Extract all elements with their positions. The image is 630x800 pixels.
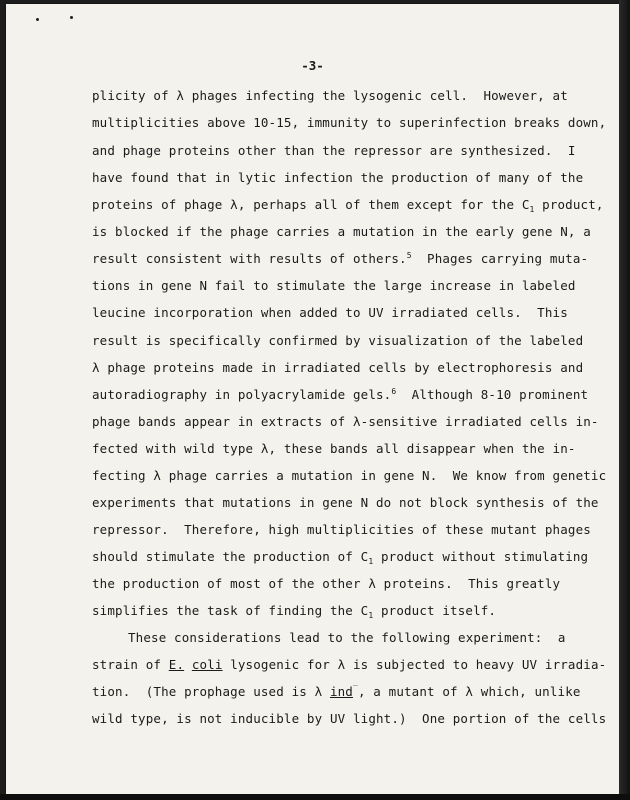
underlined-term: E. [168,657,185,672]
underlined-term: ind [329,684,353,699]
footnote-ref: 5 [406,251,412,260]
text-line: λ phage proteins made in irradiated cells by electrophoresis and [92,360,584,375]
text-line: strain of E. coli lysogenic for λ is subjected to heavy UV irradia- [92,657,607,672]
text-line: have found that in lytic infection the production of many of the [92,170,584,185]
page-number: -3- [301,58,324,73]
text-line: is blocked if the phage carries a mutation in the early gene N, a [92,224,591,239]
text-line: repressor. Therefore, high multiplicities of these mutant phages [92,522,591,537]
text-line: the production of most of the other λ proteins. This greatly [92,576,561,591]
text-line: result is specifically confirmed by visualization of the labeled [92,333,584,348]
page-edge [0,794,630,800]
text-line: plicity of λ phages infecting the lysogenic cell. However, at [92,88,568,103]
text-line: simplifies the task of finding the $C_1$ product itself. [92,603,497,620]
footnote-ref: 6 [391,387,397,396]
text-line: result consistent with results of others.$^5$ Phages carrying muta- [92,251,589,266]
text-line: and phage proteins other than the repressor are synthesized. I [92,143,576,158]
text-line: tions in gene N fail to stimulate the large increase in labeled [92,278,576,293]
document-page [6,4,619,794]
text-line: leucine incorporation when added to UV irradiated cells. This [92,305,568,320]
speck-mark [70,16,73,19]
text-line: fecting λ phage carries a mutation in gene N. We know from genetic [92,468,607,483]
text-line: fected with wild type λ, these bands all disappear when the in- [92,441,576,456]
text-line: should stimulate the production of $C_1$ product without stimulating [92,549,589,566]
text-line: autoradiography in polyacrylamide gels.$^6$ Although 8-10 prominent [92,387,589,402]
text-line: proteins of phage λ, perhaps all of them except for the $C_1$ product, [92,197,604,214]
page-edge [619,0,630,800]
text-line: These considerations lead to the following experiment: a [128,630,566,645]
text-line: tion. (The prophage used is λ ind‾, a mutant of λ which, unlike [92,684,581,699]
text-line: phage bands appear in extracts of λ-sensitive irradiated cells in- [92,414,599,429]
text-line: wild type, is not inducible by UV light.) One portion of the cells [92,711,607,726]
speck-mark [36,18,39,21]
underlined-term: coli [191,657,223,672]
text-line: experiments that mutations in gene N do not block synthesis of the [92,495,599,510]
text-line: multiplicities above 10-15, immunity to superinfection breaks down, [92,115,607,130]
